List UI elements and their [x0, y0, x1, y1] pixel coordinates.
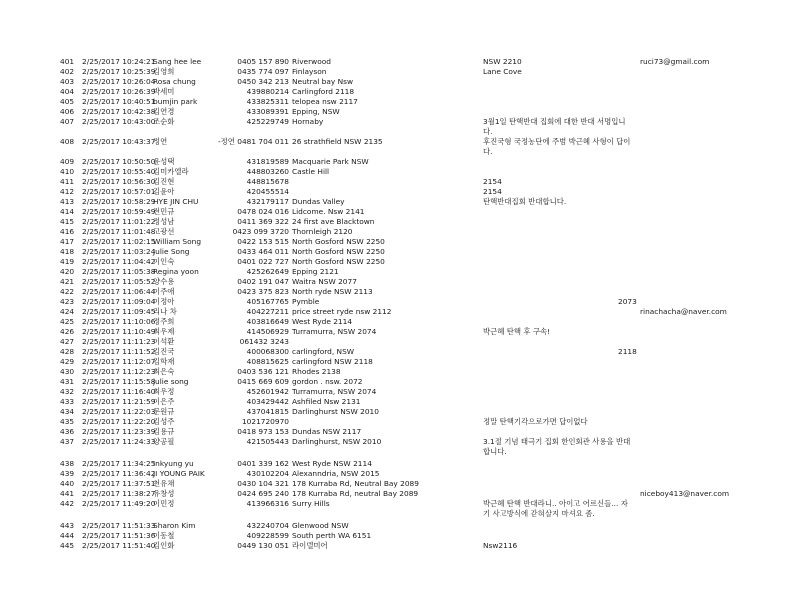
address: South perth WA 6151	[292, 531, 372, 540]
signer-name: 양공필	[153, 437, 175, 446]
address: Rhodes 2138	[292, 367, 341, 376]
signer-name: 박세미	[153, 87, 175, 96]
row-number: 415	[60, 217, 75, 226]
phone-number: 433089391	[246, 107, 289, 116]
signer-name: 이석환	[153, 337, 175, 346]
signer-name: 리나 차	[153, 307, 177, 316]
phone-number: 0418 973 153	[237, 427, 289, 436]
timestamp: 2/25/2017 11:51:36	[82, 531, 156, 540]
signer-name: Sang hee lee	[153, 57, 202, 66]
table-row	[0, 137, 792, 156]
timestamp: 2/25/2017 11:12:07	[82, 357, 156, 366]
address: 178 Kurraba Rd, Neutral Bay 2089	[292, 479, 419, 488]
row-number: 434	[60, 407, 75, 416]
row-number: 435	[60, 417, 75, 426]
timestamp: 2/25/2017 10:43:37	[82, 137, 156, 146]
phone-number: 425229749	[246, 117, 289, 126]
postcode: 2154	[483, 177, 502, 186]
address: Macquarie Park NSW	[292, 157, 369, 166]
address: Ashfiled Nsw 2131	[292, 397, 361, 406]
address: Hornaby	[292, 117, 324, 126]
comment: NSW 2210	[483, 57, 522, 66]
timestamp: 2/25/2017 10:26:39	[82, 87, 156, 96]
row-number: 426	[60, 327, 75, 336]
phone-number: 403816649	[246, 317, 289, 326]
row-number: 408	[60, 137, 75, 146]
address: 26 strathfield NSW 2135	[292, 137, 383, 146]
signer-name: 최우제	[153, 327, 175, 336]
signer-name: 정연	[153, 137, 168, 146]
timestamp: 2/25/2017 11:11:23	[82, 337, 156, 346]
row-number: 416	[60, 227, 75, 236]
phone-number: 414506929	[246, 327, 289, 336]
phone-number: 421505443	[246, 437, 289, 446]
phone-number: 408815625	[246, 357, 289, 366]
phone-number: 439880214	[246, 87, 289, 96]
timestamp: 2/25/2017 10:43:00	[82, 117, 156, 126]
phone-number: 0405 157 890	[237, 57, 289, 66]
address: North ryde NSW 2113	[292, 287, 373, 296]
phone-number: 0401 339 162	[237, 459, 289, 468]
row-number: 433	[60, 397, 75, 406]
signer-name: 고광선	[153, 227, 175, 236]
signer-name: Rosa chung	[153, 77, 196, 86]
phone-number: 403429442	[246, 397, 289, 406]
signer-name: 조순화	[153, 117, 175, 126]
table-row	[0, 499, 792, 518]
address: Thornleigh 2120	[292, 227, 353, 236]
timestamp: 2/25/2017 11:22:20	[82, 417, 156, 426]
signer-name: 최은숙	[153, 367, 175, 376]
address: Epping, NSW	[292, 107, 340, 116]
row-number: 402	[60, 67, 75, 76]
row-number: 423	[60, 297, 75, 306]
phone-number: 433825311	[246, 97, 289, 106]
timestamp: 2/25/2017 11:09:04	[82, 297, 156, 306]
timestamp: 2/25/2017 11:37:51	[82, 479, 156, 488]
phone-number: 432179117	[246, 197, 289, 206]
row-number: 437	[60, 437, 75, 446]
row-number: 406	[60, 107, 75, 116]
phone-number: 413966316	[246, 499, 289, 508]
phone-number: 1021720970	[241, 417, 289, 426]
signer-name: William Song	[153, 237, 202, 246]
phone-number: 448803260	[246, 167, 289, 176]
phone-number: 400068300	[246, 347, 289, 356]
postcode: 2118	[618, 347, 637, 356]
address: price street ryde nsw 2112	[292, 307, 392, 316]
row-number: 431	[60, 377, 75, 386]
phone-number: 0424 695 240	[237, 489, 289, 498]
address: 178 Kurraba Rd, neutral Bay 2089	[292, 489, 419, 498]
timestamp: 2/25/2017 11:03:24	[82, 247, 156, 256]
signer-name: 양수용	[153, 277, 175, 286]
comment: 3.1절 기념 태극기 집회 한인회관 사용을 반대합니다.	[483, 437, 631, 456]
address: Carlingford 2118	[292, 87, 355, 96]
signer-name: 김인화	[153, 541, 175, 550]
address: Dundas NSW 2117	[292, 427, 362, 436]
timestamp: 2/25/2017 10:24:21	[82, 57, 156, 66]
timestamp: 2/25/2017 11:51:33	[82, 521, 156, 530]
row-number: 424	[60, 307, 75, 316]
row-number: 410	[60, 167, 75, 176]
phone-number: 405167765	[246, 297, 289, 306]
address: Epping 2121	[292, 267, 339, 276]
signer-name: JI YOUNG PAIK	[153, 469, 205, 478]
row-number: 443	[60, 521, 75, 530]
timestamp: 2/25/2017 10:58:29	[82, 197, 156, 206]
phone-number: 0435 774 097	[237, 67, 289, 76]
phone-number: 0402 191 047	[237, 277, 289, 286]
row-number: 442	[60, 499, 75, 508]
signer-name: 김학재	[153, 357, 175, 366]
timestamp: 2/25/2017 11:36:42	[82, 469, 156, 478]
address: North Gosford NSW 2250	[292, 257, 385, 266]
signer-name: 유창성	[153, 489, 175, 498]
timestamp: 2/25/2017 11:01:22	[82, 217, 156, 226]
address: Surry Hills	[292, 499, 330, 508]
row-number: 441	[60, 489, 75, 498]
phone-number: 0449 130 051	[237, 541, 289, 550]
phone-number: 431819589	[246, 157, 289, 166]
address: Darlinghurst, NSW 2010	[292, 437, 382, 446]
signer-name: 문원규	[153, 407, 175, 416]
row-number: 407	[60, 117, 75, 126]
address: Waitra NSW 2077	[292, 277, 357, 286]
comment: 박근혜 탄핵 후 구속!	[483, 327, 551, 336]
signer-name: 천유채	[153, 479, 175, 488]
row-number: 440	[60, 479, 75, 488]
email-address: ruci73@gmail.com	[640, 57, 710, 66]
timestamp: 2/25/2017 10:59:49	[82, 207, 156, 216]
timestamp: 2/25/2017 11:21:59	[82, 397, 156, 406]
timestamp: 2/25/2017 11:05:38	[82, 267, 156, 276]
phone-number: 0411 369 322	[237, 217, 289, 226]
signer-name: 김성주	[153, 417, 175, 426]
timestamp: 2/25/2017 11:49:20	[82, 499, 156, 508]
row-number: 414	[60, 207, 75, 216]
email-address: rinachacha@naver.com	[640, 307, 727, 316]
signer-name: 이정아	[153, 297, 175, 306]
timestamp: 2/25/2017 11:10:49	[82, 327, 156, 336]
address: Pymble	[292, 297, 320, 306]
row-number: 430	[60, 367, 75, 376]
signer-name: 김진현	[153, 177, 175, 186]
signer-name: 윤성택	[153, 157, 175, 166]
row-number: 418	[60, 247, 75, 256]
phone-number: 420455514	[246, 187, 289, 196]
address: West Ryde NSW 2114	[292, 459, 372, 468]
phone-number: -정연 0481 704 011	[217, 137, 289, 146]
signer-name: Regina yoon	[153, 267, 199, 276]
address: gordon . nsw. 2072	[292, 377, 363, 386]
address: carlingford NSW 2118	[292, 357, 373, 366]
comment: Lane Cove	[483, 67, 522, 76]
timestamp: 2/25/2017 10:42:38	[82, 107, 156, 116]
timestamp: 2/25/2017 11:02:15	[82, 237, 156, 246]
signer-name: HYE JIN CHU	[153, 197, 199, 206]
signer-name: 이민정	[153, 499, 175, 508]
address: Castle Hill	[292, 167, 330, 176]
postcode: 2073	[618, 297, 637, 306]
phone-number: 404227211	[246, 307, 289, 316]
address: 라이델미어	[292, 541, 328, 550]
signer-name: 김영희	[153, 67, 175, 76]
row-number: 444	[60, 531, 75, 540]
phone-number: 452601942	[246, 387, 289, 396]
signer-name: 정주희	[153, 317, 175, 326]
address: Turramurra, NSW 2074	[292, 387, 377, 396]
row-number: 427	[60, 337, 75, 346]
signer-name: 정성남	[153, 217, 175, 226]
address: Riverwood	[292, 57, 331, 66]
timestamp: 2/25/2017 11:34:25	[82, 459, 156, 468]
row-number: 432	[60, 387, 75, 396]
address: Neutral bay Nsw	[292, 77, 353, 86]
timestamp: 2/25/2017 10:40:51	[82, 97, 156, 106]
comment: 정말 탄핵기각으로가면 답이없다	[483, 417, 588, 426]
signer-name: 김용규	[153, 427, 175, 436]
row-number: 419	[60, 257, 75, 266]
email-address: niceboy413@naver.com	[640, 489, 730, 498]
comment: 후진국형 국정농단에 주범 박근혜 사형이 답이다.	[483, 137, 631, 156]
phone-number: 0430 104 321	[237, 479, 289, 488]
signer-name: 김윤아	[153, 187, 175, 196]
comment: 탄핵반대집회 반대합니다.	[483, 197, 567, 206]
address: telopea nsw 2117	[292, 97, 358, 106]
row-number: 439	[60, 469, 75, 478]
timestamp: 2/25/2017 10:50:50	[82, 157, 156, 166]
table-row	[0, 437, 792, 456]
signer-name: Sharon Kim	[153, 521, 196, 530]
timestamp: 2/25/2017 11:10:06	[82, 317, 156, 326]
row-number: 403	[60, 77, 75, 86]
signer-name: julie song	[153, 377, 189, 386]
address: North Gosford NSW 2250	[292, 247, 385, 256]
phone-number: 425262649	[246, 267, 289, 276]
timestamp: 2/25/2017 11:38:27	[82, 489, 156, 498]
timestamp: 2/25/2017 11:23:39	[82, 427, 156, 436]
phone-number: 0423 375 823	[237, 287, 289, 296]
phone-number: 448815678	[246, 177, 289, 186]
row-number: 413	[60, 197, 75, 206]
table-row	[0, 541, 792, 552]
row-number: 417	[60, 237, 75, 246]
address: 24 first ave Blacktown	[292, 217, 375, 226]
timestamp: 2/25/2017 11:06:44	[82, 287, 156, 296]
signer-name: 이주애	[153, 287, 175, 296]
phone-number: 437041815	[246, 407, 289, 416]
row-number: 412	[60, 187, 75, 196]
signer-name: Julie Song	[153, 247, 190, 256]
row-number: 436	[60, 427, 75, 436]
timestamp: 2/25/2017 11:15:58	[82, 377, 156, 386]
address: Glenwood NSW	[292, 521, 349, 530]
timestamp: 2/25/2017 11:05:52	[82, 277, 156, 286]
phone-number: 0403 536 121	[237, 367, 289, 376]
signer-name: 이은주	[153, 397, 175, 406]
timestamp: 2/25/2017 10:26:04	[82, 77, 156, 86]
phone-number: 0422 153 515	[237, 237, 289, 246]
comment: 박근혜 탄핵 반대라니.. 아이고 어르신들... 자기 사고방식에 갇혀살지 마셔요 좀.	[483, 499, 628, 518]
address: Turramurra, NSW 2074	[292, 327, 377, 336]
timestamp: 2/25/2017 10:57:01	[82, 187, 156, 196]
row-number: 404	[60, 87, 75, 96]
timestamp: 2/25/2017 10:25:39	[82, 67, 156, 76]
row-number: 438	[60, 459, 75, 468]
signer-name: Inkyung yu	[153, 459, 194, 468]
signer-name: 김진국	[153, 347, 175, 356]
phone-number: 0450 342 213	[237, 77, 289, 86]
row-number: 420	[60, 267, 75, 276]
phone-number: 0478 024 016	[237, 207, 289, 216]
signer-name: 이인숙	[153, 257, 175, 266]
address: Finlayson	[292, 67, 327, 76]
address: North Gosford NSW 2250	[292, 237, 385, 246]
timestamp: 2/25/2017 10:55:40	[82, 167, 156, 176]
row-number: 445	[60, 541, 75, 550]
address: Alexanndria, NSW 2015	[292, 469, 380, 478]
address: Darlinghurst NSW 2010	[292, 407, 379, 416]
phone-number: 0415 669 609	[237, 377, 289, 386]
row-number: 421	[60, 277, 75, 286]
timestamp: 2/25/2017 11:51:40	[82, 541, 156, 550]
phone-number: 409228599	[246, 531, 289, 540]
signer-name: 최우정	[153, 387, 175, 396]
phone-number: 061432 3243	[239, 337, 289, 346]
row-number: 411	[60, 177, 75, 186]
table-row	[0, 117, 792, 136]
phone-number: 0401 022 727	[237, 257, 289, 266]
timestamp: 2/25/2017 11:24:33	[82, 437, 156, 446]
postcode: 2154	[483, 187, 502, 196]
phone-number: 0423 099 3720	[232, 227, 289, 236]
timestamp: 2/25/2017 11:11:52	[82, 347, 156, 356]
signer-name: 김미카엘라	[153, 167, 189, 176]
signer-name: 이동철	[153, 531, 175, 540]
timestamp: 2/25/2017 11:12:23	[82, 367, 156, 376]
phone-number: 430102204	[246, 469, 289, 478]
phone-number: 432240704	[246, 521, 289, 530]
timestamp: 2/25/2017 10:56:30	[82, 177, 156, 186]
signer-name: bumjin park	[153, 97, 198, 106]
row-number: 429	[60, 357, 75, 366]
comment: Nsw2116	[483, 541, 518, 550]
timestamp: 2/25/2017 11:22:03	[82, 407, 156, 416]
address: West Ryde 2114	[292, 317, 353, 326]
address: carlingford, NSW	[292, 347, 355, 356]
row-number: 428	[60, 347, 75, 356]
signer-name: 김연경	[153, 107, 175, 116]
phone-number: 0433 464 011	[237, 247, 289, 256]
address: Dundas Valley	[292, 197, 345, 206]
row-number: 425	[60, 317, 75, 326]
row-number: 405	[60, 97, 75, 106]
row-number: 401	[60, 57, 75, 66]
signer-name: 전민규	[153, 207, 175, 216]
row-number: 409	[60, 157, 75, 166]
timestamp: 2/25/2017 11:04:42	[82, 257, 156, 266]
comment: 3월1일 탄핵반대 집회에 대한 반대 서명입니다.	[483, 117, 626, 136]
address: Lidcome. Nsw 2141	[292, 207, 365, 216]
timestamp: 2/25/2017 11:16:40	[82, 387, 156, 396]
timestamp: 2/25/2017 11:01:48	[82, 227, 156, 236]
row-number: 422	[60, 287, 75, 296]
timestamp: 2/25/2017 11:09:45	[82, 307, 156, 316]
